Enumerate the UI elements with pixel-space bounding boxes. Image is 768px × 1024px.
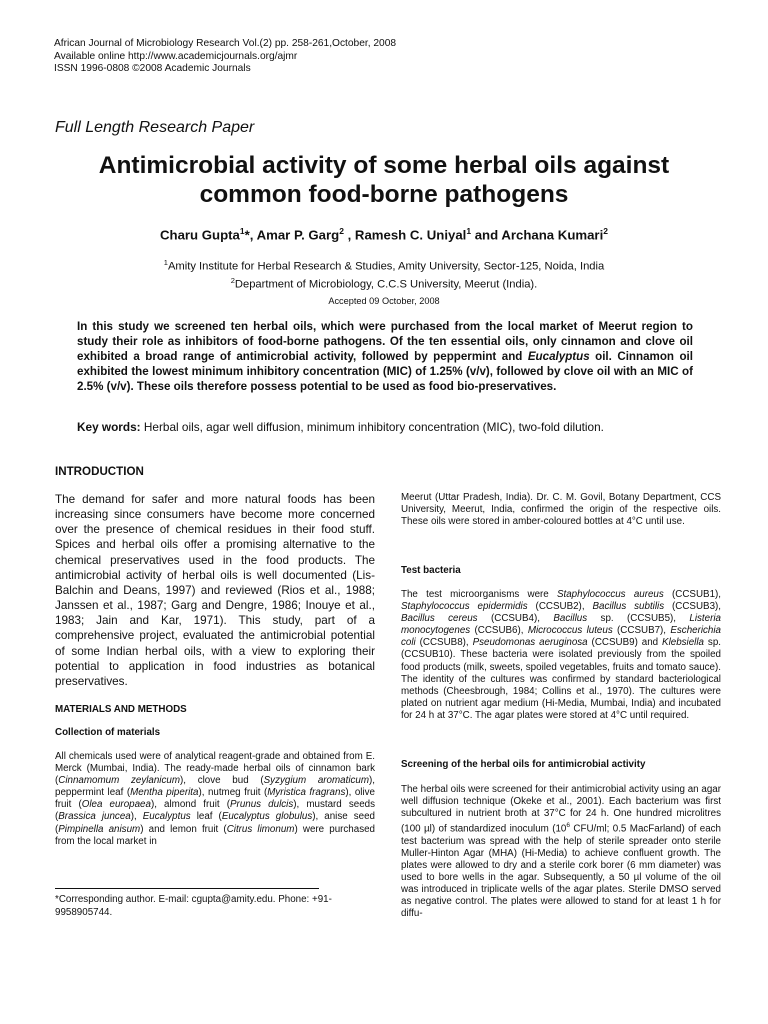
author-separator: and — [471, 227, 502, 243]
affiliation-2 — [40, 274, 728, 292]
abstract — [77, 319, 693, 394]
header-issn: ISSN 1996-0808 ©2008 Academic Journals — [54, 63, 251, 74]
author-affiliation-mark: 2 — [603, 226, 608, 236]
corresponding-mark: *, — [244, 227, 257, 243]
author-affiliation-mark: 1 — [239, 226, 245, 236]
author-separator: , — [343, 227, 355, 243]
corresponding-author-footnote: *Corresponding author. E-mail: cgupta@amity.edu. Phone: +91-9958905744. — [55, 894, 332, 918]
header-citation: African Journal of Microbiology Research Vol.(2) pp. 258-261,October, 2008 — [54, 38, 397, 49]
header-url: Available online http://www.academicjournals.org/ajmr — [54, 50, 298, 62]
paper-title — [40, 151, 728, 209]
affiliation-text: Amity Institute for Herbal Research & Studies, Amity University, Sector-125, Noida, India — [167, 260, 605, 273]
screening-heading: Screening of the herbal oils for antimicrobial activity — [401, 759, 646, 770]
affiliation-text: Department of Microbiology, C.C.S University, Meerut (India). — [234, 278, 538, 291]
collection-heading: Collection of materials — [55, 727, 161, 738]
footnote-divider — [55, 888, 319, 889]
keywords — [77, 420, 693, 434]
author-affiliation-mark: 2 — [339, 226, 344, 236]
affiliation-number: 2 — [230, 275, 235, 285]
author-affiliation-mark: 1 — [466, 226, 472, 236]
author-name: Amar P. Garg — [256, 227, 340, 243]
author-name: Charu Gupta — [160, 227, 240, 243]
screening-body: The herbal oils were screened for their antimicrobial activity using an agar well diffusion technique (Okeke et al., 2001). Each bacterium was first subcultured in nutrient broth at 37°C for 24 h. One hundred microlitres (100 µl) of standardized inoculum ($10^6$ CFU/ml; 0.5 MacFarland) of each test bacterium was spread with the help of sterile spreader onto sterile Muller-Hinton Agar (MHA) (Hi-Media) to achieve confluent growth. The plates were allowed to dry and a sterile cork borer (6 mm diameter) was used to bore wells in the agar. Subsequently, a 50 µl volume of the oil was introduced in triplicate wells of the agar plates. Sterile DMSO served as negative control. The plates were allowed to stand for at least 1 h for diffu- — [401, 784, 722, 920]
author-name: Archana Kumari — [501, 227, 604, 243]
title-line-2: common food-borne pathogens — [199, 181, 569, 208]
test-bacteria-body: The test microorganisms were Staphylococcus aureus (CCSUB1), Staphylococcus epidermidis (CCSUB2), Bacillus subtilis (CCSUB3), Bacillus cereus (CCSUB4), Bacillus sp. (CCSUB5), Listeria monocytogenes (CCSUB6), Micrococcus luteus (CCSUB7), Escherichia coli (CCSUB8), Pseudomonas aeruginosa (CCSUB9) and Klebsiella sp. (CCSUB10). These bacteria were isolated previously from the spoiled food products (milk, sweets, spoiled vegetables, fruits and tomato sauce). The identity of the cultures was confirmed by standard bacteriological methods (Cheesbrough, 1984; Collins et al., 1970). The cultures were plated on nutrient agar medium (Hi-Media, Mumbai, India) and incubated for 24 h at 37°C. The agar plates were stored at 4°C until required. — [401, 589, 722, 721]
introduction-body: The demand for safer and more natural foods has been increasing since consumers have become more concerned over the presence of chemical residues in their food stuff. Spices and herbal oils offer a promising alternative to the chemical preservatives used in the food products. The antimicrobial activity of herbal oils is well documented (Lis-Balchin and Deans, 1997) and reviewed (Rios et al., 1988; Janssen et al., 1987; Garg and Dengre, 1986; Inouye et al., 1983; Jain and Kar, 1971). This study, part of a comprehensive project, evaluated the antimicrobial potential of some Indian herbal oils, with a view to exploring their potential to application in food industries as botanical preservatives. — [55, 493, 375, 688]
affiliation-1 — [40, 256, 728, 274]
introduction-heading: INTRODUCTION — [55, 465, 144, 478]
abstract-text: oil. Cinnamon oil exhibited the lowest minimum inhibitory concentration (MIC) of 1.25% (v/v), followed by clove oil with an MIC of 2.5% (v/v). These oils therefore possess potential to be used as food bio-preservatives. — [77, 350, 693, 394]
materials-heading: MATERIALS AND METHODS — [55, 704, 187, 715]
abstract-italic: Eucalyptus — [527, 350, 590, 364]
paper-type: Full Length Research Paper — [55, 119, 255, 136]
author-list — [40, 226, 728, 242]
collection-body: All chemicals used were of analytical reagent-grade and obtained from E. Merck (Mumbai, India). The ready-made herbal oils of cinnamon bark (Cinnamomum zeylanicum), clove bud (Syzygium aromaticum), peppermint leaf (Mentha piperita), nutmeg fruit (Myristica fragrans), olive fruit (Olea europaea), almond fruit (Prunus dulcis), mustard seeds (Brassica juncea), Eucalyptus leaf (Eucalyptus globulus), anise seed (Pimpinella anisum) and lemon fruit (Citrus limonum) were purchased from the local market in — [55, 751, 376, 847]
test-bacteria-heading: Test bacteria — [401, 565, 461, 576]
affiliations — [40, 256, 728, 291]
journal-header — [54, 38, 396, 76]
materials-continued: Meerut (Uttar Pradesh, India). Dr. C. M. Govil, Botany Department, CCS University, Meerut, India, confirmed the origin of the respective oils. These oils were stored in amber-coloured bottles at 4°C until use. — [401, 492, 721, 528]
keywords-label: Key words: — [77, 420, 141, 434]
author-name: Ramesh C. Uniyal — [354, 227, 467, 243]
affiliation-number: 1 — [163, 258, 168, 267]
abstract-text: In this study we screened ten herbal oils, which were purchased from the local market of Meerut region to study their role as inhibitors of food-borne pathogens. Of the ten essential oils, only cinnamon and clove oil exhibited a broad range of antimicrobial activity, followed by peppermint and — [77, 320, 693, 364]
title-line-1: Antimicrobial activity of some herbal oils against — [98, 152, 670, 179]
accepted-date: Accepted 09 October, 2008 — [328, 296, 440, 306]
keywords-text: Herbal oils, agar well diffusion, minimum inhibitory concentration (MIC), two-fold dilution. — [140, 420, 604, 434]
